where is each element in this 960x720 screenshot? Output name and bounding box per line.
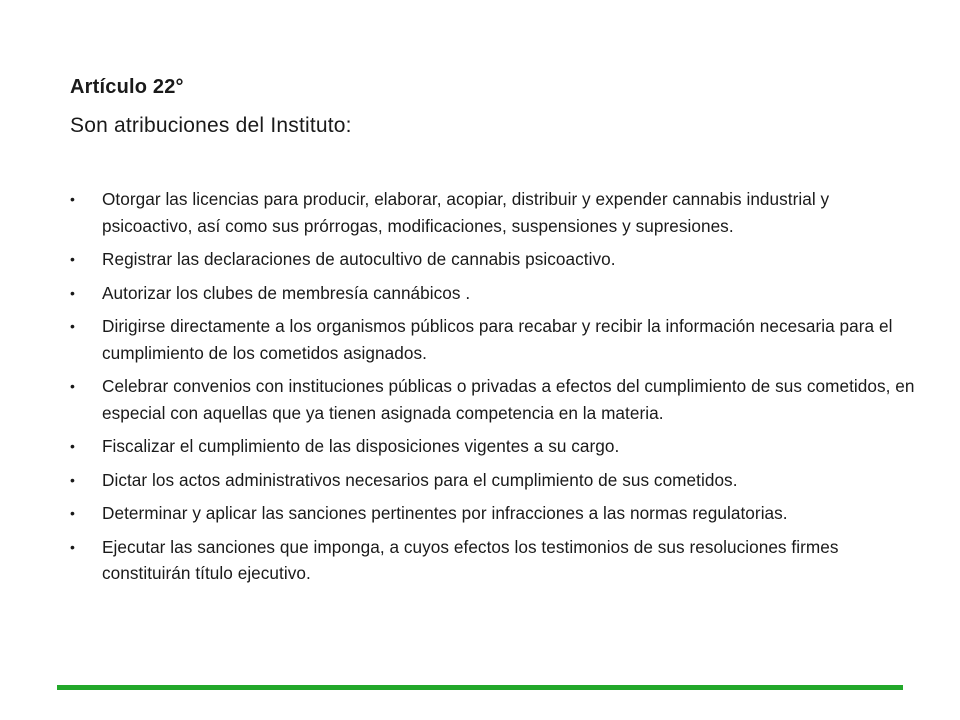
list-item-text: Ejecutar las sanciones que imponga, a cuyos efectos los testimonios de sus resoluciones firmes constituirán título ejecutivo.	[102, 536, 839, 583]
list-item	[70, 373, 920, 426]
list-item	[70, 433, 920, 460]
list-item-text: Determinar y aplicar las sanciones pertinentes por infracciones a las normas regulatorias.	[102, 503, 788, 523]
article-title: Artículo 22°	[70, 76, 184, 98]
list-item	[70, 313, 920, 366]
bottom-accent-bar	[57, 685, 903, 690]
list-item	[70, 500, 920, 527]
list-item-text: Autorizar los clubes de membresía cannábicos .	[102, 282, 471, 303]
list-item	[70, 186, 920, 239]
bullet-icon: •	[70, 378, 75, 394]
article-subtitle: Son atribuciones del Instituto:	[70, 114, 352, 137]
bullet-icon: •	[70, 284, 75, 301]
bullet-icon: •	[70, 471, 75, 488]
list-item	[70, 534, 920, 587]
bullet-icon: •	[70, 191, 75, 207]
bullet-icon: •	[70, 538, 75, 555]
list-item-text: Celebrar convenios con instituciones públicas o privadas a efectos del cumplimiento de sus cometidos, en especial con aquellas que ya tienen asignada competencia en la materia.	[102, 376, 915, 423]
list-item-text: Dirigirse directamente a los organismos públicos para recabar y recibir la información necesaria para el cumplimiento de los cometidos asignados.	[102, 316, 893, 363]
list-item	[70, 280, 920, 307]
list-item-text: Otorgar las licencias para producir, elaborar, acopiar, distribuir y expender cannabis industrial y psicoactivo, así como sus prórrogas, modificaciones, suspensiones y supresiones.	[102, 189, 830, 236]
bullet-icon: •	[70, 318, 75, 334]
bullet-icon: •	[70, 438, 75, 454]
list-item-text: Fiscalizar el cumplimiento de las disposiciones vigentes a su cargo.	[102, 436, 620, 456]
bullet-icon: •	[70, 251, 75, 267]
bullet-icon: •	[70, 505, 75, 521]
list-item	[70, 467, 920, 494]
list-item-text: Registrar las declaraciones de autocultivo de cannabis psicoactivo.	[102, 249, 616, 269]
list-item	[70, 246, 920, 273]
list-item-text: Dictar los actos administrativos necesarios para el cumplimiento de sus cometidos.	[102, 469, 738, 490]
attributions-list	[70, 186, 920, 594]
